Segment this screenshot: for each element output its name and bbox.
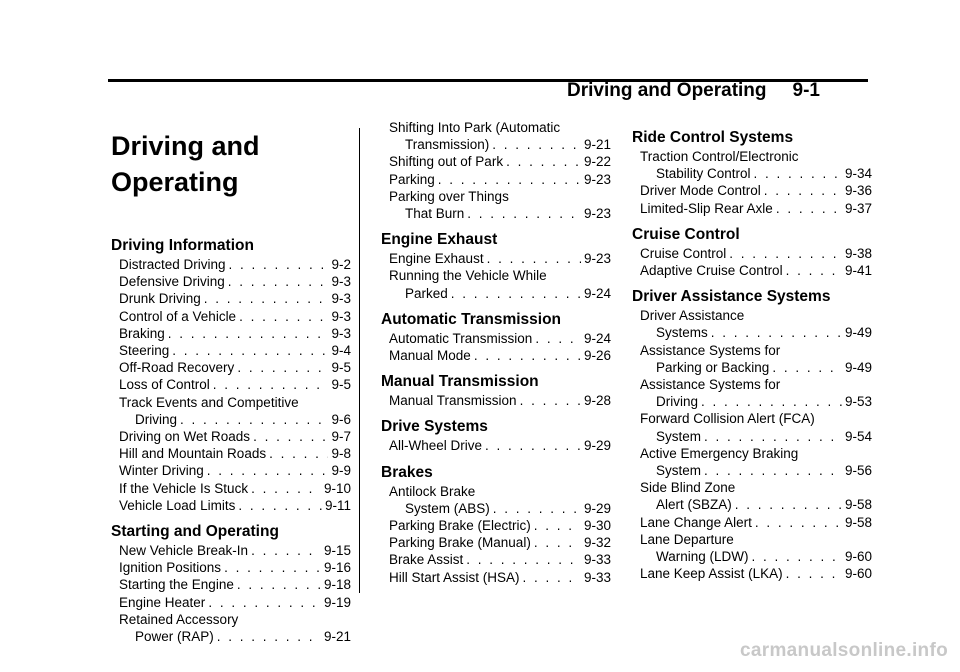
toc-entry[interactable] bbox=[111, 576, 351, 593]
toc-entry-label: Engine Exhaust bbox=[389, 251, 484, 267]
toc-entry-label: Vehicle Load Limits bbox=[119, 497, 236, 513]
header-page-number: 9-1 bbox=[792, 80, 820, 101]
dot-leader bbox=[755, 514, 842, 531]
dot-leader bbox=[711, 324, 842, 341]
toc-entry[interactable] bbox=[381, 171, 611, 188]
toc-entry[interactable] bbox=[111, 290, 351, 307]
toc-entry[interactable] bbox=[381, 534, 611, 551]
toc-page-number: 9-16 bbox=[323, 560, 351, 576]
toc-entry-label: Winter Driving bbox=[119, 463, 204, 479]
toc-entry-label: Adaptive Cruise Control bbox=[640, 263, 783, 279]
toc-entry-label: Traction Control/Electronic bbox=[640, 149, 799, 164]
toc-entry[interactable] bbox=[632, 307, 872, 341]
dot-leader bbox=[485, 437, 581, 454]
toc-page-number: 9-54 bbox=[844, 428, 872, 444]
toc-entry-label: Driver Assistance bbox=[640, 308, 745, 324]
toc-page-number: 9-23 bbox=[583, 171, 611, 187]
toc-page-number: 9-53 bbox=[844, 394, 872, 410]
toc-page-number: 9-26 bbox=[583, 348, 611, 364]
toc-entry-label: Driving on Wet Roads bbox=[119, 429, 251, 445]
toc-entry-label: Track Events and Competitive bbox=[119, 394, 299, 410]
toc-page-number: 9-49 bbox=[844, 359, 872, 375]
toc-entry-label: Stability Control bbox=[656, 166, 751, 182]
dot-leader bbox=[493, 500, 581, 517]
toc-entry-label: Ignition Positions bbox=[119, 560, 222, 576]
dot-leader bbox=[492, 136, 581, 153]
toc-page-number: 9-19 bbox=[323, 594, 351, 610]
dot-leader bbox=[438, 171, 581, 188]
toc-column-2 bbox=[381, 119, 611, 586]
toc-entry-label: Parking or Backing bbox=[656, 359, 770, 375]
toc-entry[interactable] bbox=[111, 256, 351, 273]
toc-entry[interactable] bbox=[632, 342, 872, 376]
toc-page-number: 9-36 bbox=[844, 183, 872, 199]
dot-leader bbox=[239, 308, 328, 325]
dot-leader bbox=[207, 462, 329, 479]
toc-page-number: 9-2 bbox=[331, 257, 351, 272]
toc-entry-label: Side Blind Zone bbox=[640, 480, 736, 496]
toc-page-number: 9-21 bbox=[583, 137, 611, 153]
toc-page-number: 9-23 bbox=[583, 251, 611, 267]
section-heading: Cruise Control bbox=[632, 225, 740, 243]
toc-entry-label: Retained Accessory bbox=[119, 611, 239, 627]
toc-entry-label: Parked bbox=[405, 285, 448, 301]
toc-entry[interactable] bbox=[381, 569, 611, 586]
toc-entry-label: Shifting Into Park (Automatic bbox=[389, 120, 561, 135]
toc-entry-label: Drunk Driving bbox=[119, 291, 201, 307]
toc-entry-label: Manual Mode bbox=[389, 348, 471, 364]
toc-page-number: 9-3 bbox=[331, 274, 351, 290]
toc-entry-label: Brake Assist bbox=[389, 552, 464, 568]
toc-entry-label: Driving bbox=[656, 394, 699, 410]
toc-entry[interactable] bbox=[632, 531, 872, 565]
toc-entry[interactable] bbox=[381, 267, 611, 301]
toc-entry-label: Loss of Control bbox=[119, 377, 210, 393]
dot-leader bbox=[269, 445, 328, 462]
toc-entry[interactable] bbox=[632, 245, 872, 262]
toc-entry-label: Starting the Engine bbox=[119, 577, 234, 593]
toc-entry-label: Hill and Mountain Roads bbox=[119, 446, 267, 462]
toc-entry-label: Defensive Driving bbox=[119, 274, 225, 290]
toc-page-number: 9-8 bbox=[331, 446, 351, 462]
toc-column-3 bbox=[632, 128, 872, 582]
toc-entry-label: System bbox=[656, 463, 702, 479]
toc-entry-label: Antilock Brake bbox=[389, 483, 476, 499]
toc-entry[interactable] bbox=[111, 428, 351, 445]
toc-entry-label: Driving bbox=[135, 411, 178, 427]
dot-leader bbox=[704, 462, 842, 479]
toc-entry-label: That Burn bbox=[405, 206, 465, 222]
toc-entry-label: Lane Change Alert bbox=[640, 514, 752, 530]
dot-leader bbox=[786, 565, 842, 582]
toc-page-number: 9-22 bbox=[583, 154, 611, 170]
dot-leader bbox=[451, 285, 581, 302]
toc-entry[interactable] bbox=[381, 119, 611, 153]
dot-leader bbox=[180, 411, 328, 428]
toc-page-number: 9-3 bbox=[331, 308, 351, 324]
toc-page-number: 9-60 bbox=[844, 549, 872, 565]
toc-entry-label: Running the Vehicle While bbox=[389, 268, 547, 284]
toc-entry-label: Systems bbox=[656, 325, 708, 341]
toc-page-number: 9-33 bbox=[583, 552, 611, 568]
toc-page-number: 9-28 bbox=[583, 393, 611, 409]
toc-entry[interactable] bbox=[111, 376, 351, 393]
running-header bbox=[567, 80, 820, 102]
toc-entry-label: If the Vehicle Is Stuck bbox=[119, 480, 249, 496]
dot-leader bbox=[466, 551, 581, 568]
toc-entry-label: Lane Keep Assist (LKA) bbox=[640, 566, 783, 582]
toc-entry[interactable] bbox=[111, 497, 351, 514]
toc-entry[interactable] bbox=[111, 611, 351, 645]
dot-leader bbox=[764, 182, 842, 199]
dot-leader bbox=[213, 376, 329, 393]
dot-leader bbox=[520, 392, 581, 409]
toc-entry-label: Control of a Vehicle bbox=[119, 308, 237, 324]
toc-entry[interactable] bbox=[632, 376, 872, 410]
toc-entry-label: New Vehicle Break-In bbox=[119, 543, 249, 559]
dot-leader bbox=[168, 325, 329, 342]
dot-leader bbox=[172, 342, 328, 359]
toc-entry[interactable] bbox=[111, 462, 351, 479]
toc-column-1 bbox=[111, 128, 351, 645]
dot-leader bbox=[251, 542, 321, 559]
toc-page-number: 9-15 bbox=[323, 543, 351, 559]
toc-entry-label: All-Wheel Drive bbox=[389, 438, 483, 454]
section-heading: Engine Exhaust bbox=[381, 231, 498, 249]
dot-leader bbox=[701, 393, 842, 410]
dot-leader bbox=[474, 347, 581, 364]
toc-entry[interactable] bbox=[111, 342, 351, 359]
toc-entry[interactable] bbox=[111, 359, 351, 376]
toc-entry-label: Parking Brake (Electric) bbox=[389, 518, 531, 534]
toc-entry-label: Cruise Control bbox=[640, 245, 727, 261]
toc-entry[interactable] bbox=[111, 394, 351, 428]
toc-entry[interactable] bbox=[381, 250, 611, 267]
dot-leader bbox=[237, 576, 321, 593]
toc-entry[interactable] bbox=[632, 182, 872, 199]
toc-entry[interactable] bbox=[111, 542, 351, 559]
dot-leader bbox=[523, 569, 581, 586]
section-heading: Drive Systems bbox=[381, 418, 488, 436]
toc-page-number: 9-9 bbox=[331, 463, 351, 479]
toc-entry-label: Engine Heater bbox=[119, 594, 206, 610]
toc-entry[interactable] bbox=[381, 517, 611, 534]
toc-entry[interactable] bbox=[111, 308, 351, 325]
toc-entry[interactable] bbox=[111, 594, 351, 611]
toc-page-number: 9-24 bbox=[583, 330, 611, 346]
toc-page-number: 9-23 bbox=[583, 206, 611, 222]
toc-entry-label: Steering bbox=[119, 343, 170, 359]
toc-page-number: 9-4 bbox=[331, 343, 351, 359]
toc-page-number: 9-58 bbox=[844, 497, 872, 513]
toc-entry[interactable] bbox=[381, 551, 611, 568]
toc-page-number: 9-60 bbox=[844, 566, 872, 582]
toc-page-number: 9-10 bbox=[323, 480, 351, 496]
toc-entry-label: Alert (SBZA) bbox=[656, 497, 732, 513]
toc-entry[interactable] bbox=[632, 565, 872, 582]
toc-entry[interactable] bbox=[381, 437, 611, 454]
section-heading: Manual Transmission bbox=[381, 373, 539, 391]
toc-entry-label: Warning (LDW) bbox=[656, 549, 749, 565]
toc-entry[interactable] bbox=[381, 483, 611, 517]
dot-leader bbox=[251, 480, 321, 497]
dot-leader bbox=[237, 359, 328, 376]
toc-entry[interactable] bbox=[381, 330, 611, 347]
toc-page-number: 9-24 bbox=[583, 285, 611, 301]
watermark: carmanualsonline.info bbox=[740, 640, 948, 661]
toc-entry[interactable] bbox=[381, 153, 611, 170]
toc-entry[interactable] bbox=[632, 148, 872, 182]
toc-page-number: 9-11 bbox=[324, 497, 351, 513]
toc-entry-label: Limited-Slip Rear Axle bbox=[640, 200, 773, 216]
toc-entry-label: Distracted Driving bbox=[119, 257, 226, 272]
toc-entry-label: Transmission) bbox=[405, 137, 490, 153]
dot-leader bbox=[754, 165, 842, 182]
column-divider bbox=[359, 128, 360, 593]
toc-page-number: 9-29 bbox=[583, 438, 611, 454]
toc-page-number: 9-56 bbox=[844, 463, 872, 479]
toc-page-number: 9-3 bbox=[331, 325, 351, 341]
toc-page-number: 9-32 bbox=[583, 535, 611, 551]
toc-entry[interactable] bbox=[111, 325, 351, 342]
toc-entry-label: Shifting out of Park bbox=[389, 154, 504, 170]
dot-leader bbox=[253, 428, 328, 445]
dot-leader bbox=[228, 273, 329, 290]
toc-entry-label: Assistance Systems for bbox=[640, 377, 781, 393]
toc-page-number: 9-3 bbox=[331, 291, 351, 307]
toc-page-number: 9-21 bbox=[323, 629, 351, 645]
toc-entry-label: Parking over Things bbox=[389, 188, 509, 204]
dot-leader bbox=[224, 559, 321, 576]
toc-entry[interactable] bbox=[111, 273, 351, 290]
toc-entry[interactable] bbox=[632, 262, 872, 279]
toc-page-number: 9-30 bbox=[583, 518, 611, 534]
dot-leader bbox=[238, 497, 322, 514]
dot-leader bbox=[735, 496, 842, 513]
dot-leader bbox=[534, 517, 581, 534]
toc-page-number: 9-7 bbox=[331, 429, 351, 445]
toc-page-number: 9-18 bbox=[323, 577, 351, 593]
dot-leader bbox=[204, 290, 329, 307]
toc-entry[interactable] bbox=[381, 392, 611, 409]
toc-page-number: 9-5 bbox=[331, 360, 351, 376]
toc-entry[interactable] bbox=[111, 559, 351, 576]
toc-entry-label: Automatic Transmission bbox=[389, 330, 533, 346]
dot-leader bbox=[467, 205, 581, 222]
toc-page-number: 9-29 bbox=[583, 500, 611, 516]
chapter-title: Driving and Operating bbox=[111, 131, 260, 197]
toc-entry-label: Power (RAP) bbox=[135, 629, 214, 645]
toc-entry[interactable] bbox=[632, 445, 872, 479]
toc-page-number: 9-38 bbox=[844, 245, 872, 261]
dot-leader bbox=[506, 153, 581, 170]
toc-entry[interactable] bbox=[632, 514, 872, 531]
dot-leader bbox=[534, 534, 581, 551]
dot-leader bbox=[487, 250, 581, 267]
toc-entry[interactable] bbox=[632, 200, 872, 217]
toc-entry-label: Manual Transmission bbox=[389, 393, 517, 409]
section-heading: Automatic Transmission bbox=[381, 310, 562, 328]
dot-leader bbox=[208, 594, 321, 611]
toc-page-number: 9-49 bbox=[844, 325, 872, 341]
section-heading: Driver Assistance Systems bbox=[632, 288, 831, 306]
toc-entry-label: Lane Departure bbox=[640, 531, 734, 547]
toc-entry-label: System (ABS) bbox=[405, 500, 490, 516]
dot-leader bbox=[535, 330, 581, 347]
toc-entry-label: Active Emergency Braking bbox=[640, 445, 799, 461]
toc-page-number: 9-6 bbox=[331, 411, 351, 427]
toc-page-number: 9-34 bbox=[844, 166, 872, 182]
toc-entry[interactable] bbox=[111, 445, 351, 462]
dot-leader bbox=[229, 256, 329, 273]
dot-leader bbox=[217, 628, 321, 645]
section-heading: Ride Control Systems bbox=[632, 129, 794, 146]
toc-page-number: 9-5 bbox=[331, 377, 351, 393]
toc-entry-label: Braking bbox=[119, 325, 165, 341]
toc-entry-label: Parking bbox=[389, 171, 435, 187]
dot-leader bbox=[704, 428, 842, 445]
dot-leader bbox=[729, 245, 842, 262]
toc-page-number: 9-37 bbox=[844, 200, 872, 216]
toc-entry-label: Forward Collision Alert (FCA) bbox=[640, 411, 815, 427]
toc-entry[interactable] bbox=[381, 188, 611, 222]
toc-entry-label: Driver Mode Control bbox=[640, 183, 761, 199]
toc-entry-label: Off-Road Recovery bbox=[119, 360, 235, 376]
section-heading: Brakes bbox=[381, 463, 433, 481]
toc-entry-label: System bbox=[656, 428, 702, 444]
toc-entry[interactable] bbox=[632, 479, 872, 513]
toc-entry-label: Hill Start Assist (HSA) bbox=[389, 569, 520, 585]
dot-leader bbox=[772, 359, 842, 376]
toc-entry[interactable] bbox=[632, 410, 872, 444]
section-heading: Starting and Operating bbox=[111, 523, 279, 541]
dot-leader bbox=[776, 200, 842, 217]
header-title: Driving and Operating bbox=[567, 80, 767, 101]
section-heading: Driving Information bbox=[111, 237, 254, 254]
toc-entry[interactable] bbox=[381, 347, 611, 364]
toc-page-number: 9-33 bbox=[583, 569, 611, 585]
dot-leader bbox=[786, 262, 842, 279]
toc-entry[interactable] bbox=[111, 480, 351, 497]
dot-leader bbox=[752, 548, 842, 565]
toc-page-number: 9-58 bbox=[844, 514, 872, 530]
toc-entry-label: Parking Brake (Manual) bbox=[389, 535, 531, 551]
toc-page-number: 9-41 bbox=[844, 263, 872, 279]
toc-entry-label: Assistance Systems for bbox=[640, 342, 781, 358]
